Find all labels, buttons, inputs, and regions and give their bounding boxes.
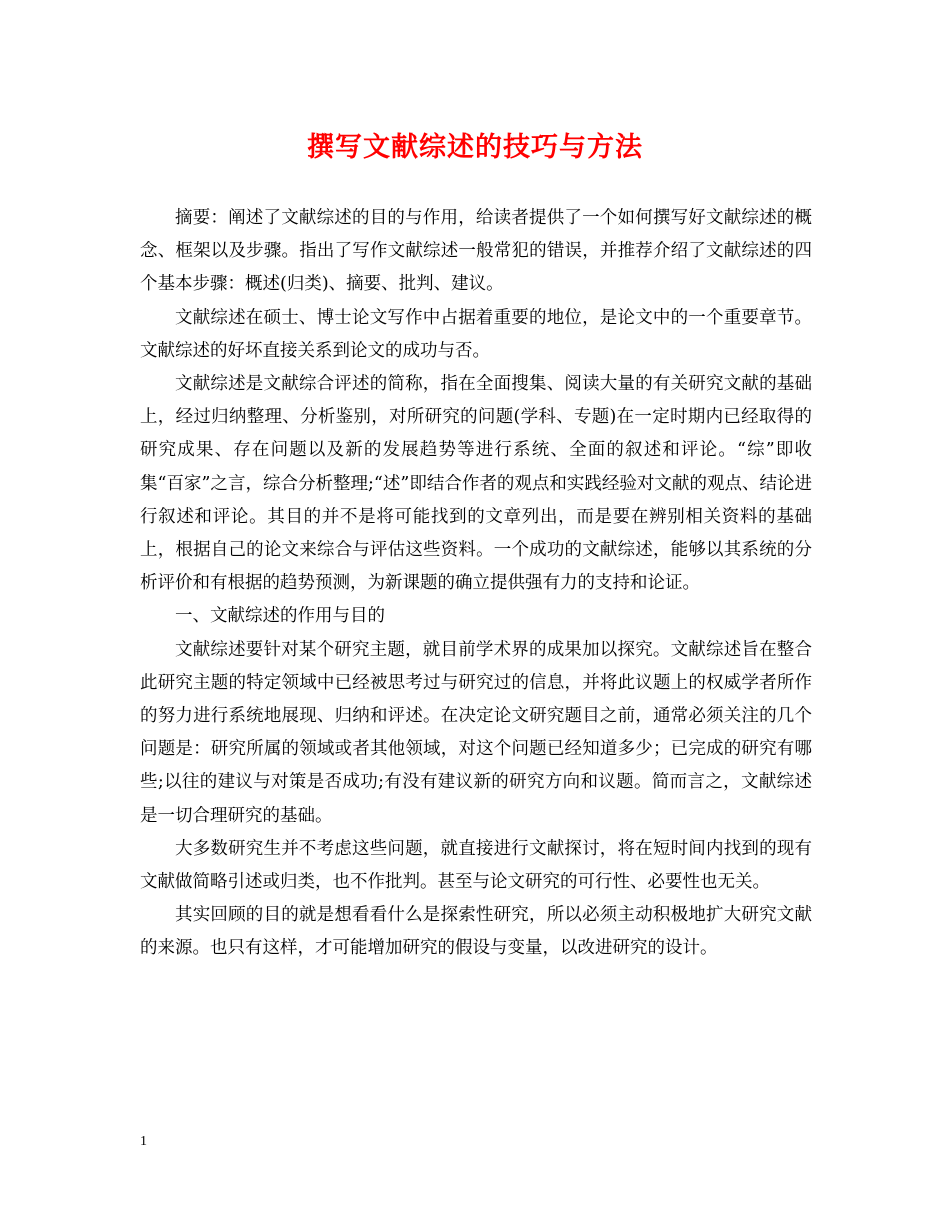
paragraph-abstract: 摘要：阐述了文献综述的目的与作用，给读者提供了一个如何撰写好文献综述的概念、框架以及步骤。指出了写作文献综述一般常犯的错误，并推荐介绍了文献综述的四个基本步骤：概述(归类)、摘要、批判、建议。	[140, 208, 812, 295]
document-title: 撰写文献综述的技巧与方法	[307, 132, 643, 163]
paragraph-definition: 文献综述是文献综合评述的简称，指在全面搜集、阅读大量的有关研究文献的基础上，经过归纳整理、分析鉴别，对所研究的问题(学科、专题)在一定时期内已经取得的研究成果、存在问题以及新的发展趋势等进行系统、全面的叙述和评论。“综”即收集“百家”之言，综合分析整理;“述”即结合作者的观点和实践经验对文献的观点、结论进行叙述和评论。其目的并不是将可能找到的文章列出，而是要在辨别相关资料的基础上，根据自己的论文来综合与评估这些资料。一个成功的文献综述，能够以其系统的分析评价和有根据的趋势预测，为新课题的确立提供强有力的支持和论证。	[140, 374, 812, 594]
paragraph-importance: 文献综述在硕士、博士论文写作中占据着重要的地位，是论文中的一个重要章节。文献综述的好坏直接关系到论文的成功与否。	[140, 307, 812, 361]
paragraph-common-mistakes: 大多数研究生并不考虑这些问题，就直接进行文献探讨，将在短时间内找到的现有文献做简略引述或归类，也不作批判。甚至与论文研究的可行性、必要性也无关。	[140, 838, 812, 893]
paragraph-purpose: 文献综述要针对某个研究主题，就目前学术界的成果加以探究。文献综述旨在整合此研究主题的特定领域中已经被思考过与研究过的信息，并将此议题上的权威学者所作的努力进行系统地展现、归纳和评述。在决定论文研究题目之前，通常必须关注的几个问题是：研究所属的领域或者其他领域，对这个问题已经知道多少；已完成的研究有哪些;以往的建议与对策是否成功;有没有建议新的研究方向和议题。简而言之，文献综述是一切合理研究的基础。	[140, 639, 812, 826]
document-body	[140, 202, 812, 966]
paragraph-review-goal: 其实回顾的目的就是想看看什么是探索性研究，所以必须主动积极地扩大研究文献的来源。也只有这样，才可能增加研究的假设与变量，以改进研究的设计。	[140, 905, 812, 959]
section-heading-1: 一、文献综述的作用与目的	[175, 606, 385, 627]
page-number: 1	[140, 1134, 147, 1149]
